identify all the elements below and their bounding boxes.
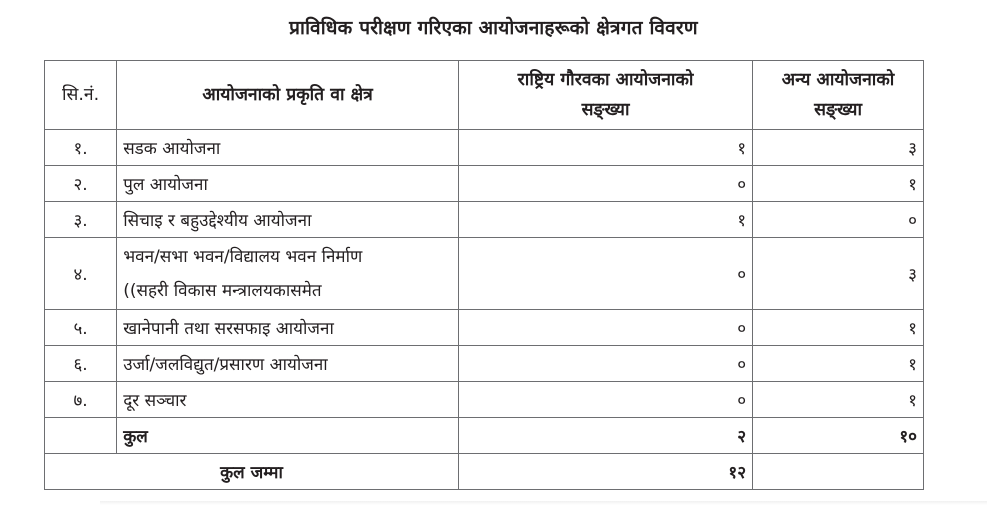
row-project-nature: दूर सञ्चार	[117, 382, 459, 418]
row-national-pride-count: ०	[459, 346, 753, 382]
row-serial: ३.	[45, 202, 117, 238]
row-national-pride-count: ०	[459, 238, 753, 310]
table-row	[45, 130, 924, 166]
row-other-count: १	[753, 166, 924, 202]
header-other-count	[753, 61, 924, 130]
row-project-nature: सिचाइ र बहुउद्देश्यीय आयोजना	[117, 202, 459, 238]
total-national-pride-count: २	[459, 418, 753, 454]
row-project-nature-line2: ((सहरी विकास मन्त्रालयकासमेत	[123, 280, 322, 301]
table-row	[45, 382, 924, 418]
row-national-pride-count: १	[459, 202, 753, 238]
header-national-pride-count	[459, 61, 753, 130]
row-serial: ४.	[45, 238, 117, 310]
row-national-pride-count: ०	[459, 382, 753, 418]
total-other-count: १०	[753, 418, 924, 454]
row-other-count: ३	[753, 238, 924, 310]
table-title: प्राविधिक परीक्षण गरिएका आयोजनाहरूको क्षेत्रगत विवरण	[289, 17, 698, 39]
table-row	[45, 346, 924, 382]
row-serial: ७.	[45, 382, 117, 418]
row-national-pride-count: ०	[459, 310, 753, 346]
row-national-pride-count: १	[459, 130, 753, 166]
row-project-nature-line1: भवन/सभा भवन/विद्यालय भवन निर्माण	[123, 246, 363, 267]
total-label: कुल	[117, 418, 459, 454]
total-row	[45, 418, 924, 454]
row-serial: ५.	[45, 310, 117, 346]
row-project-nature: खानेपानी तथा सरसफाइ आयोजना	[117, 310, 459, 346]
total-serial-empty	[45, 418, 117, 454]
table-header-row	[45, 61, 924, 130]
header-national-pride-line2: सङ्ख्या	[581, 100, 630, 120]
row-project-nature	[117, 238, 459, 310]
row-project-nature: सडक आयोजना	[117, 130, 459, 166]
table-row	[45, 310, 924, 346]
row-other-count: १	[753, 310, 924, 346]
table-row	[45, 166, 924, 202]
row-other-count: १	[753, 346, 924, 382]
grand-total-label: कुल जम्मा	[45, 454, 459, 490]
grand-total-empty-cell	[753, 454, 924, 490]
table-row	[45, 202, 924, 238]
row-other-count: ०	[753, 202, 924, 238]
grand-total-row	[45, 454, 924, 490]
table-row	[45, 238, 924, 310]
page-edge-shadow	[100, 501, 987, 505]
grand-total-value: १२	[459, 454, 753, 490]
header-serial: सि.नं.	[45, 61, 117, 130]
row-serial: १.	[45, 130, 117, 166]
row-project-nature: उर्जा/जलविद्युत/प्रसारण आयोजना	[117, 346, 459, 382]
row-serial: २.	[45, 166, 117, 202]
row-project-nature: पुल आयोजना	[117, 166, 459, 202]
row-national-pride-count: ०	[459, 166, 753, 202]
project-summary-table	[44, 60, 924, 490]
row-other-count: १	[753, 382, 924, 418]
header-other-line1: अन्य आयोजनाको	[781, 70, 895, 90]
header-national-pride-line1: राष्ट्रिय गौरवका आयोजनाको	[517, 70, 694, 90]
row-other-count: ३	[753, 130, 924, 166]
header-other-line2: सङ्ख्या	[814, 100, 862, 120]
header-project-nature: आयोजनाको प्रकृति वा क्षेत्र	[117, 61, 459, 130]
row-serial: ६.	[45, 346, 117, 382]
